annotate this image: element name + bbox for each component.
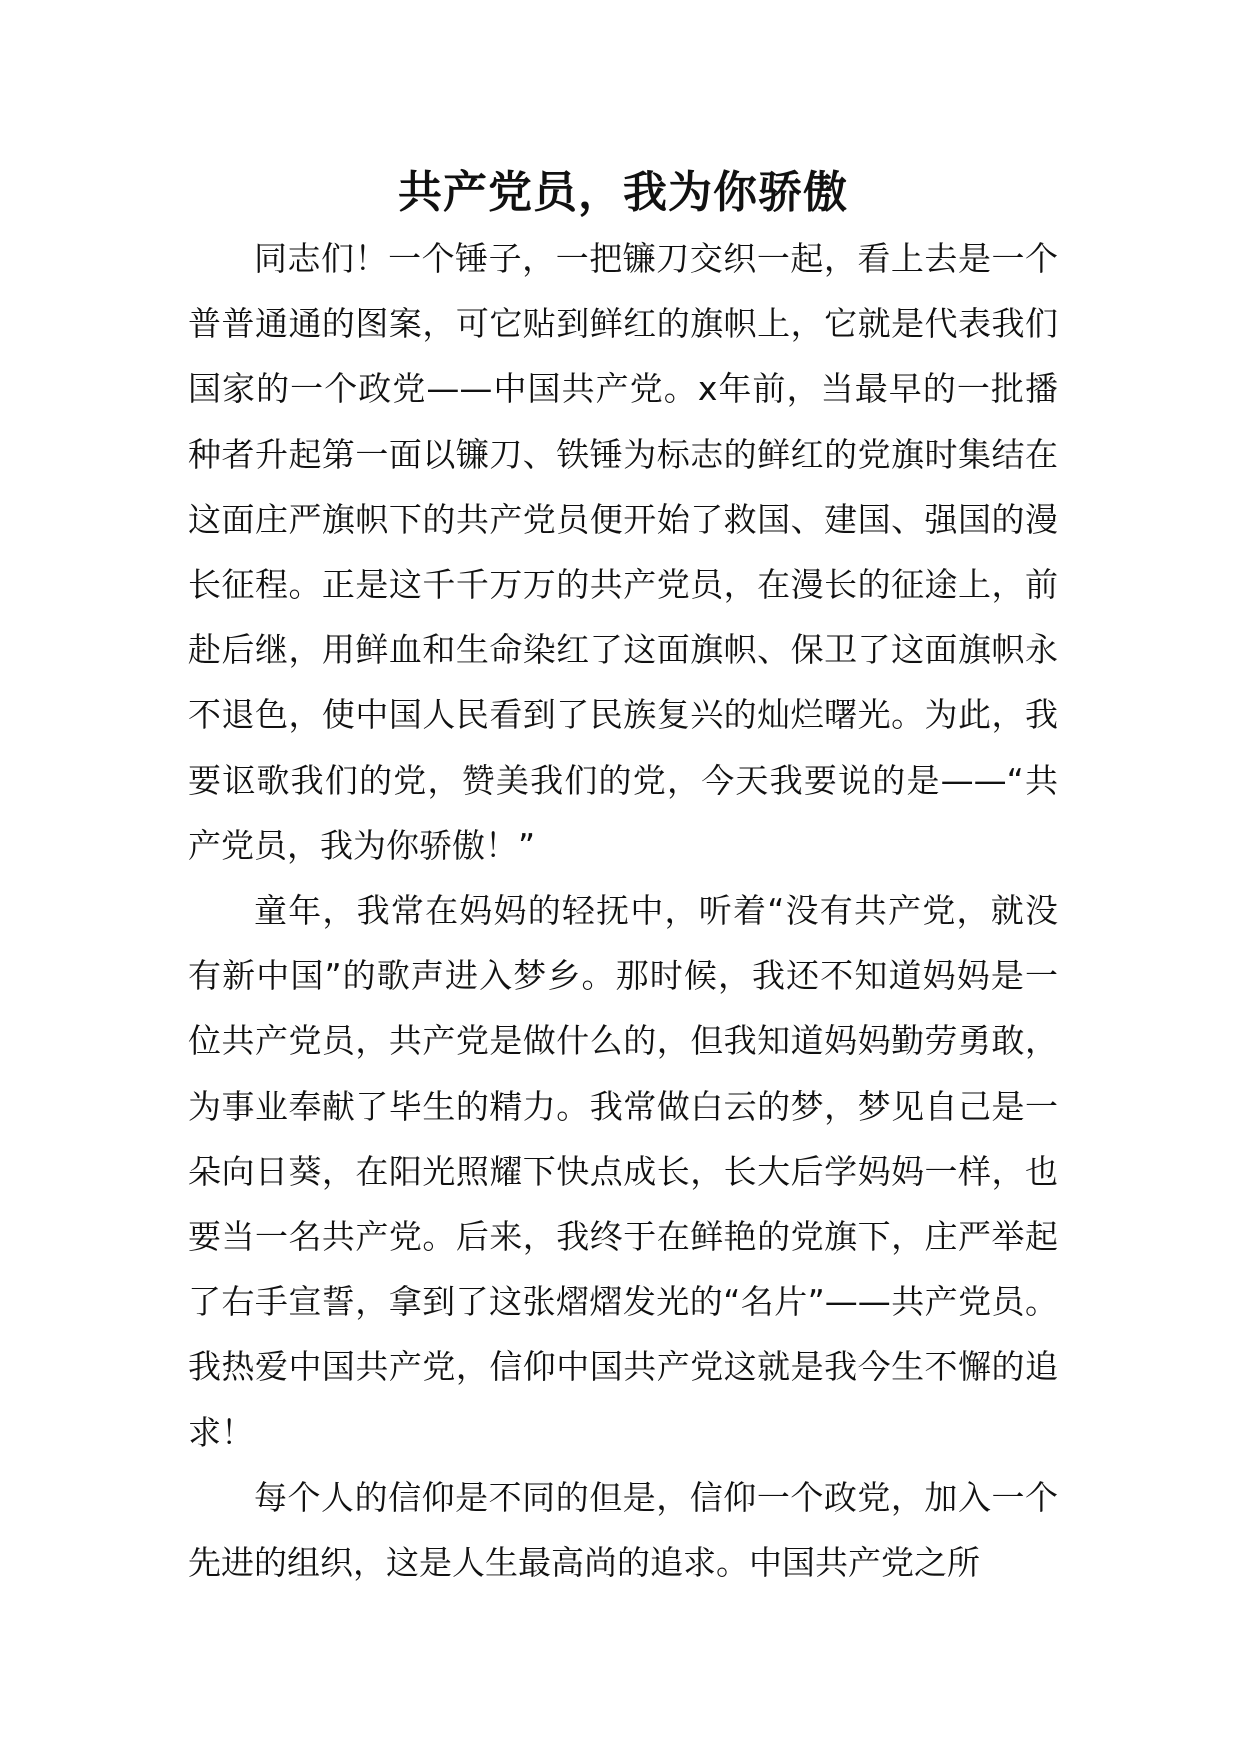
paragraph-1: 同志们！一个锤子，一把镰刀交织一起，看上去是一个普普通通的图案，可它贴到鲜红的旗帜上，它就是代表我们国家的一个政党——中国共产党。x年前，当最早的一批播种者升起第一面以镰刀、铁锤为标志的鲜红的党旗时集结在这面庄严旗帜下的共产党员便开始了救国、建国、强国的漫长征程。正是这千千万万的共产党员，在漫长的征途上，前赴后继，用鲜血和生命染红了这面旗帜、保卫了这面旗帜永不退色，使中国人民看到了民族复兴的灿烂曙光。为此，我要讴歌我们的党，赞美我们的党，今天我要说的是——“共产党员，我为你骄傲！” [188, 239, 1058, 865]
document-page [188, 160, 1058, 1595]
paragraph-3: 每个人的信仰是不同的但是，信仰一个政党，加入一个先进的组织，这是人生最高尚的追求。中国共产党之所 [188, 1477, 1058, 1583]
document-title: 共产党员，我为你骄傲 [398, 167, 848, 218]
paragraph-2: 童年，我常在妈妈的轻抚中，听着“没有共产党，就没有新中国”的歌声进入梦乡。那时候，我还不知道妈妈是一位共产党员，共产党是做什么的，但我知道妈妈勤劳勇敢，为事业奉献了毕生的精力。我常做白云的梦，梦见自己是一朵向日葵，在阳光照耀下快点成长，长大后学妈妈一样，也要当一名共产党。后来，我终于在鲜艳的党旗下，庄严举起了右手宣誓，拿到了这张熠熠发光的“名片”——共产党员。我热爱中国共产党，信仰中国共产党这就是我今生不懈的追求！ [188, 891, 1058, 1452]
